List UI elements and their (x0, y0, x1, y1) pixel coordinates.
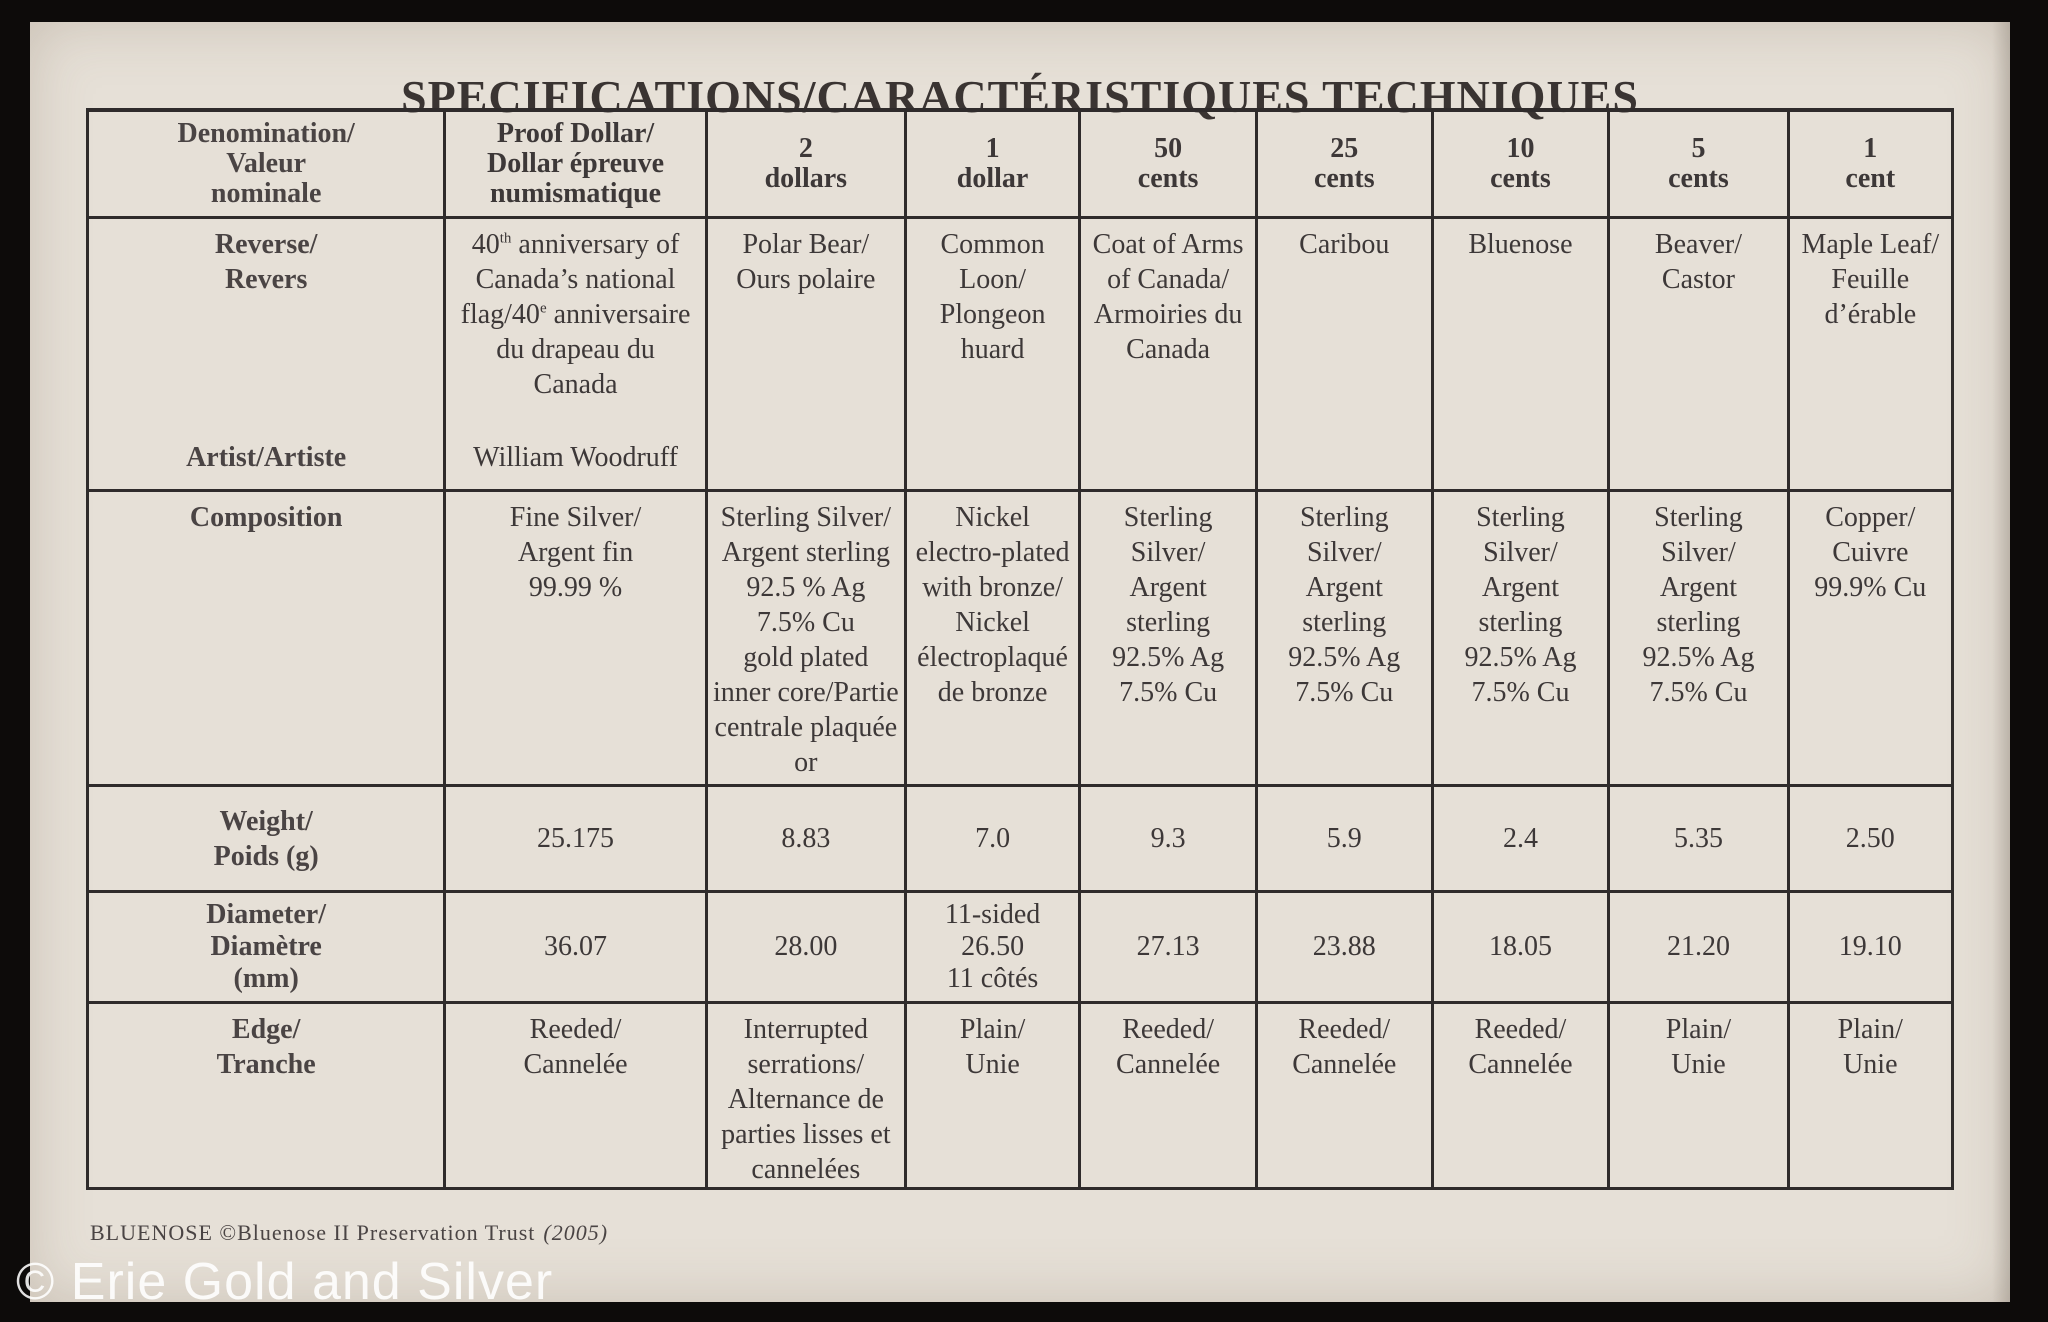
footer-credit: BLUENOSE ©Bluenose II Preservation Trust (2005) (90, 1220, 609, 1245)
diameter-10-cents: 18.05 (1432, 892, 1609, 1003)
reverse-50-cents: Coat of Arms of Canada/ Armoiries du Canada (1080, 218, 1257, 491)
edge-1-dollar: Plain/ Unie (905, 1003, 1079, 1189)
denomination-label: Denomination/ Valeur nominale (88, 110, 445, 218)
col-10-cents: 10 cents (1432, 110, 1609, 218)
spec-card (30, 22, 2010, 1302)
edge-label: Edge/ Tranche (88, 1003, 445, 1189)
composition-1-dollar: Nickel electro-plated with bronze/ Nickel électroplaqué de bronze (905, 491, 1079, 786)
diameter-proof-dollar: 36.07 (445, 892, 706, 1003)
composition-50-cents: Sterling Silver/ Argent sterling 92.5% Ag 7.5% Cu (1080, 491, 1257, 786)
composition-25-cents: Sterling Silver/ Argent sterling 92.5% Ag 7.5% Cu (1257, 491, 1433, 786)
specifications-table (86, 108, 1954, 1190)
artist-label: Artist/Artiste (186, 442, 347, 473)
page-title: SPECIFICATIONS/CARACTÉRISTIQUES TECHNIQUES (401, 71, 1639, 122)
diameter-5-cents: 21.20 (1609, 892, 1788, 1003)
card-fold-shadow (1992, 22, 2010, 1302)
composition-label: Composition (88, 491, 445, 786)
denomination-row (88, 110, 1953, 218)
diameter-25-cents: 23.88 (1257, 892, 1433, 1003)
edge-50-cents: Reeded/ Cannelée (1080, 1003, 1257, 1189)
col-1-cent: 1 cent (1788, 110, 1952, 218)
weight-2-dollars: 8.83 (706, 786, 905, 892)
col-50-cents: 50 cents (1080, 110, 1257, 218)
reverse-25-cents: Caribou (1257, 218, 1433, 491)
composition-2-dollars: Sterling Silver/ Argent sterling 92.5 % Ag 7.5% Cu gold plated inner core/Partie centrale plaquée or (706, 491, 905, 786)
artist-name: William Woodruff (473, 442, 678, 473)
diameter-row (88, 892, 1953, 1003)
composition-1-cent: Copper/ Cuivre 99.9% Cu (1788, 491, 1952, 786)
reverse-5-cents: Beaver/ Castor (1609, 218, 1788, 491)
weight-label: Weight/ Poids (g) (88, 786, 445, 892)
col-1-dollar: 1 dollar (905, 110, 1079, 218)
reverse-row (88, 218, 1953, 491)
reverse-2-dollars: Polar Bear/ Ours polaire (706, 218, 905, 491)
diameter-label: Diameter/ Diamètre (mm) (88, 892, 445, 1003)
weight-5-cents: 5.35 (1609, 786, 1788, 892)
copyright-watermark: © Erie Gold and Silver (16, 1253, 554, 1311)
edge-25-cents: Reeded/ Cannelée (1257, 1003, 1433, 1189)
composition-5-cents: Sterling Silver/ Argent sterling 92.5% Ag 7.5% Cu (1609, 491, 1788, 786)
edge-1-cent: Plain/ Unie (1788, 1003, 1952, 1189)
diameter-50-cents: 27.13 (1080, 892, 1257, 1003)
weight-1-dollar: 7.0 (905, 786, 1079, 892)
composition-row (88, 491, 1953, 786)
reverse-label: Reverse/ Revers Artist/Artiste (88, 218, 445, 491)
reverse-1-cent: Maple Leaf/ Feuille d’érable (1788, 218, 1952, 491)
col-2-dollars: 2 dollars (706, 110, 905, 218)
diameter-2-dollars: 28.00 (706, 892, 905, 1003)
reverse-proof-dollar: 40th anniversary of Canada’s national flag/40e anniversaire du drapeau du Canada William Woodruff (445, 218, 706, 491)
weight-25-cents: 5.9 (1257, 786, 1433, 892)
reverse-1-dollar: Common Loon/ Plongeon huard (905, 218, 1079, 491)
weight-50-cents: 9.3 (1080, 786, 1257, 892)
edge-proof-dollar: Reeded/ Cannelée (445, 1003, 706, 1189)
composition-10-cents: Sterling Silver/ Argent sterling 92.5% Ag 7.5% Cu (1432, 491, 1609, 786)
edge-5-cents: Plain/ Unie (1609, 1003, 1788, 1189)
edge-10-cents: Reeded/ Cannelée (1432, 1003, 1609, 1189)
col-25-cents: 25 cents (1257, 110, 1433, 218)
edge-2-dollars: Interrupted serrations/ Alternance de parties lisses et cannelées (706, 1003, 905, 1189)
composition-proof-dollar: Fine Silver/ Argent fin 99.99 % (445, 491, 706, 786)
col-5-cents: 5 cents (1609, 110, 1788, 218)
weight-row (88, 786, 1953, 892)
col-proof-dollar: Proof Dollar/ Dollar épreuve numismatique (445, 110, 706, 218)
weight-10-cents: 2.4 (1432, 786, 1609, 892)
weight-proof-dollar: 25.175 (445, 786, 706, 892)
reverse-10-cents: Bluenose (1432, 218, 1609, 491)
diameter-1-dollar: 11-sided 26.50 11 côtés (905, 892, 1079, 1003)
weight-1-cent: 2.50 (1788, 786, 1952, 892)
edge-row (88, 1003, 1953, 1189)
diameter-1-cent: 19.10 (1788, 892, 1952, 1003)
